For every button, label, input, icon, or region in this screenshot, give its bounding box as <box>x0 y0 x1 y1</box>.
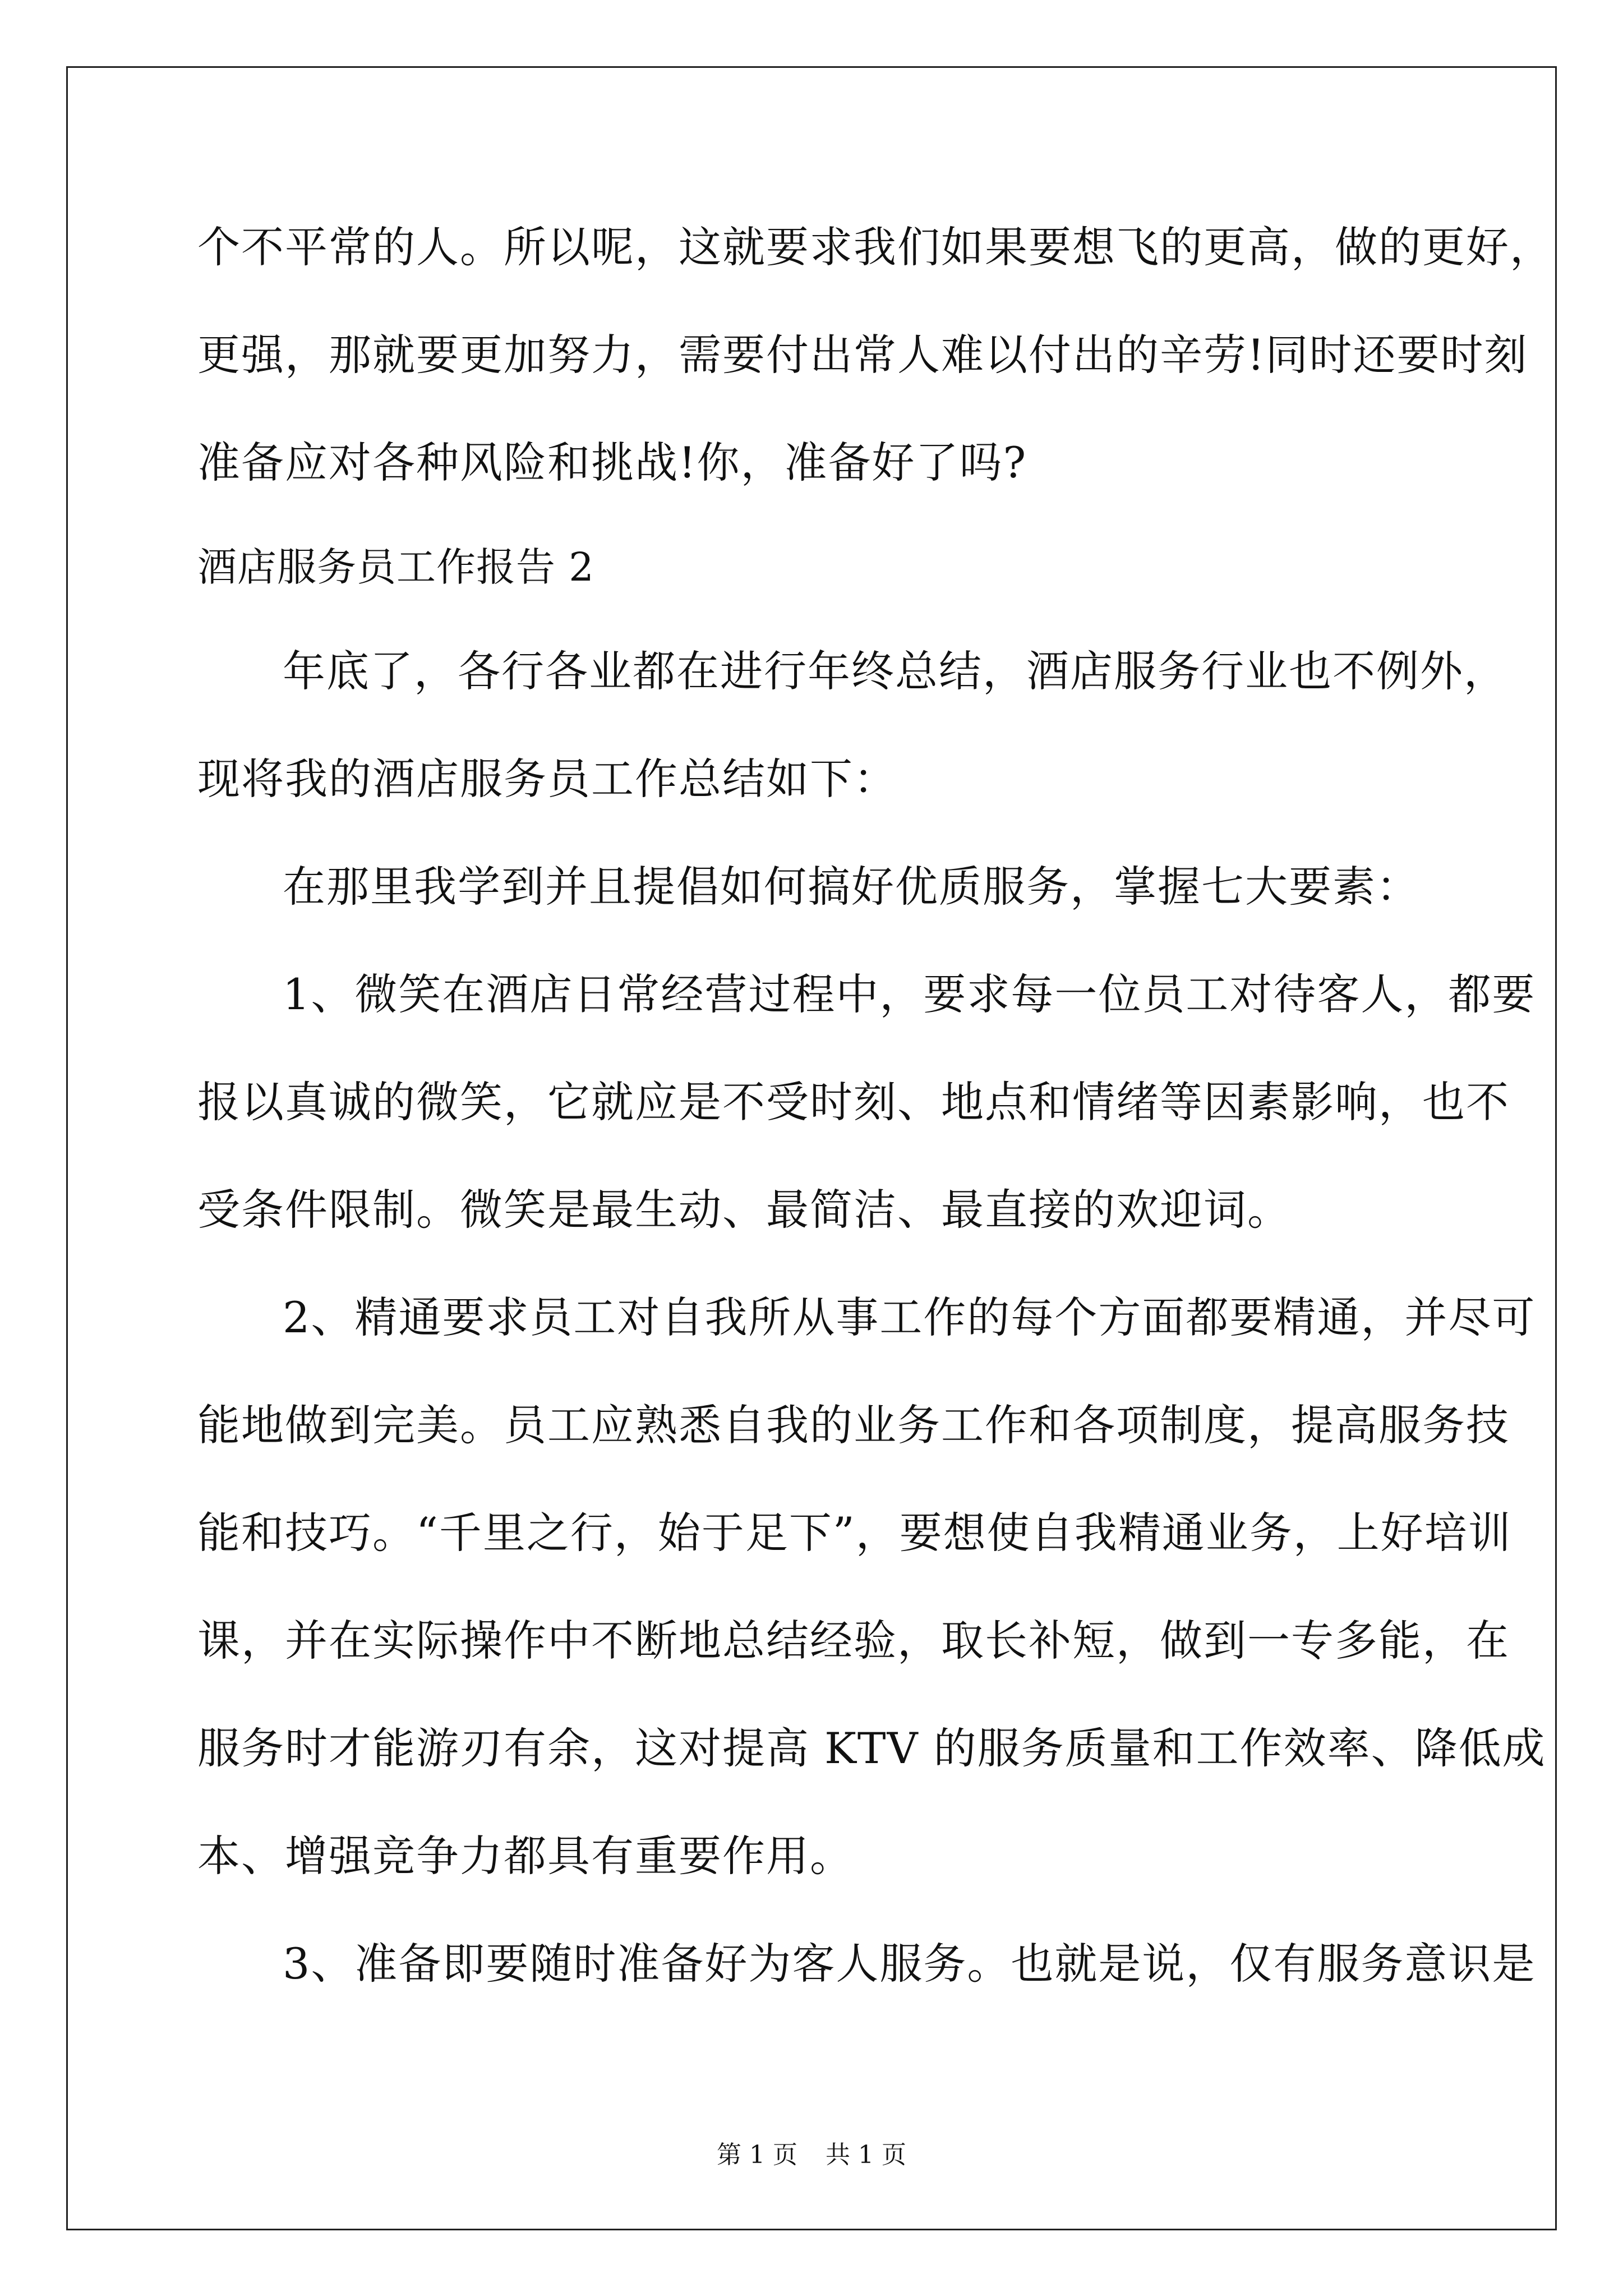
paragraph-line: 1、微笑在酒店日常经营过程中，要求每一位员工对待客人，都要 <box>283 969 1536 1019</box>
page-footer <box>0 2138 1623 2172</box>
paragraph-line: 能和技巧。“千里之行，始于足下”，要想使自我精通业务，上好培训 <box>197 1508 1512 1558</box>
paragraph-line: 能地做到完美。员工应熟悉自我的业务工作和各项制度，提高服务技 <box>197 1400 1510 1450</box>
paragraph-line: 准备应对各种风险和挑战!你，准备好了吗? <box>197 438 1027 487</box>
paragraph-line: 3、准备即要随时准备好为客人服务。也就是说，仅有服务意识是 <box>283 1939 1536 1989</box>
paragraph-line: 个不平常的人。所以呢，这就要求我们如果要想飞的更高，做的更好， <box>197 222 1553 272</box>
paragraph-line: 受条件限制。微笑是最生动、最简洁、最直接的欢迎词。 <box>197 1185 1291 1235</box>
paragraph-line: 2、精通要求员工对自我所从事工作的每个方面都要精通，并尽可 <box>283 1292 1536 1342</box>
page-total: 共 1 页 <box>826 2141 906 2169</box>
page-number: 第 1 页 <box>717 2141 797 2169</box>
paragraph-line: 服务时才能游刃有余，这对提高 KTV 的服务质量和工作效率、降低成 <box>197 1723 1546 1773</box>
paragraph-line: 年底了，各行各业都在进行年终总结，酒店服务行业也不例外， <box>283 646 1507 696</box>
paragraph-line: 在那里我学到并且提倡如何搞好优质服务，掌握七大要素： <box>283 862 1420 912</box>
paragraph-line: 本、增强竞争力都具有重要作用。 <box>197 1831 854 1881</box>
paragraph-line: 现将我的酒店服务员工作总结如下： <box>197 754 897 804</box>
paragraph-line: 更强，那就要更加努力，需要付出常人难以付出的辛劳!同时还要时刻 <box>197 330 1528 380</box>
paragraph-line: 报以真诚的微笑，它就应是不受时刻、地点和情绪等因素影响，也不 <box>197 1077 1510 1127</box>
paragraph-line: 课，并在实际操作中不断地总结经验，取长补短，做到一专多能，在 <box>197 1616 1510 1665</box>
section-heading: 酒店服务员工作报告 2 <box>197 544 594 590</box>
document-body <box>197 194 1553 2018</box>
